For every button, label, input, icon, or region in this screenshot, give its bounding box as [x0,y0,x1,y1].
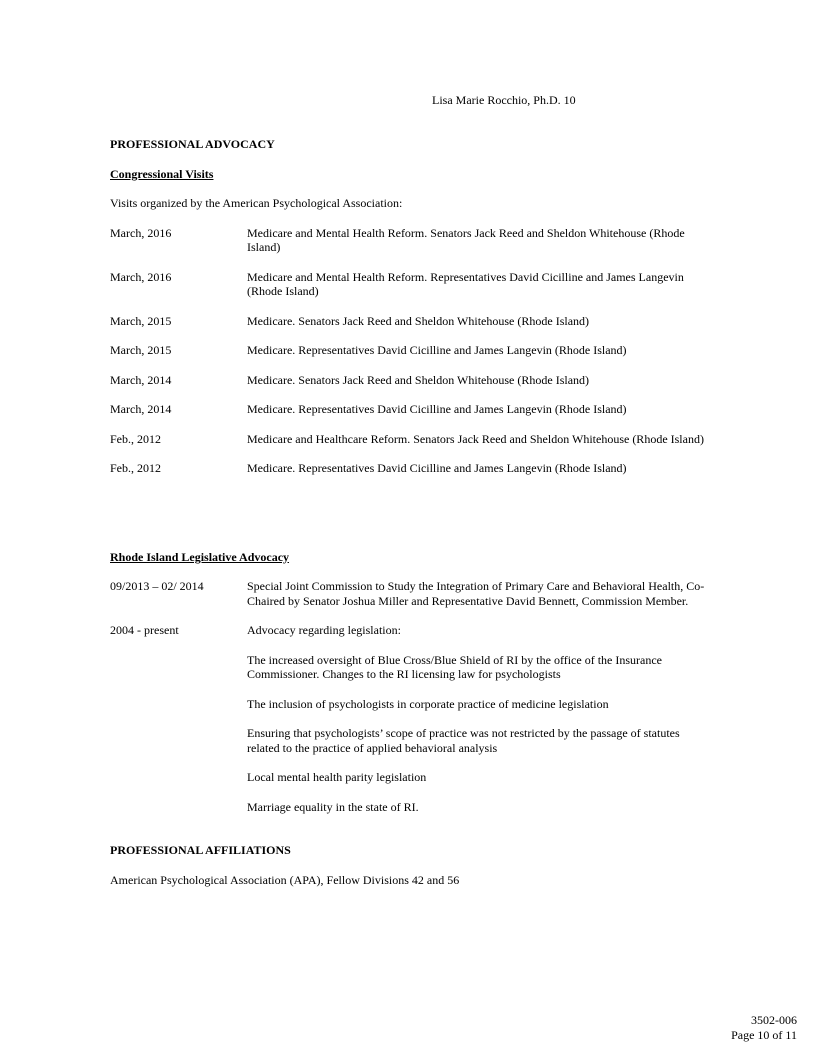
legislation-item-text: Ensuring that psychologists’ scope of practice was not restricted by the passage of statutes related to the practice of applied behavioral analysis [247,726,680,755]
visit-description: Medicare. Representatives David Cicilline and James Langevin (Rhode Island) [247,402,627,416]
page-footer [731,1013,797,1042]
visit-entry [110,270,710,299]
document-code: 3502-006 [751,1013,797,1027]
legislation-item [110,770,710,785]
legislative-entry [110,579,710,608]
visit-description: Medicare. Representatives David Cicilline and James Langevin (Rhode Island) [247,461,627,475]
legislative-description: Advocacy regarding legislation: [247,623,401,637]
section-title-professional-affiliations: PROFESSIONAL AFFILIATIONS [110,843,291,857]
visit-description: Medicare. Senators Jack Reed and Sheldon Whitehouse (Rhode Island) [247,372,590,387]
legislative-date: 09/2013 – 02/ 2014 [110,579,204,593]
visit-date: March, 2016 [110,269,172,284]
legislation-item [110,653,710,682]
visit-date: March, 2016 [110,225,172,240]
visit-date: March, 2015 [110,313,172,328]
visit-entry [110,432,710,447]
visit-entry [110,461,710,476]
page-number: Page 10 of 11 [731,1027,797,1042]
section-title-professional-advocacy: PROFESSIONAL ADVOCACY [110,137,275,151]
legislative-date: 2004 - present [110,623,179,637]
visit-entry [110,314,710,329]
legislation-item-text: Marriage equality in the state of RI. [247,799,419,814]
visit-description: Medicare. Representatives David Cicilline and James Langevin (Rhode Island) [247,343,627,357]
legislation-item-text: Local mental health parity legislation [247,770,427,784]
document-body [110,137,710,887]
legislation-item [110,697,710,712]
visit-date: March, 2015 [110,343,172,357]
visit-date: March, 2014 [110,372,172,387]
visit-description: Medicare and Healthcare Reform. Senators Jack Reed and Sheldon Whitehouse (Rhode Island) [247,431,704,446]
legislation-item [110,726,710,755]
visit-entry [110,402,710,417]
visit-date: March, 2014 [110,402,172,416]
visit-description: Medicare and Mental Health Reform. Senators Jack Reed and Sheldon Whitehouse (Rhode Island) [247,225,685,254]
legislation-item [110,800,710,815]
visit-entry [110,343,710,358]
legislative-entry [110,623,710,638]
subsection-title-congressional-visits: Congressional Visits [110,166,214,181]
visit-entry [110,373,710,388]
running-head: Lisa Marie Rocchio, Ph.D. 10 [432,93,576,107]
visit-date: Feb., 2012 [110,431,161,446]
visit-description: Medicare and Mental Health Reform. Representatives David Cicilline and James Langevin (Rhode Island) [247,269,684,298]
subsection-title-ri-legislative-advocacy: Rhode Island Legislative Advocacy [110,549,290,564]
affiliation-entry: American Psychological Association (APA), Fellow Divisions 42 and 56 [110,872,460,887]
legislation-item-text: The increased oversight of Blue Cross/Blue Shield of RI by the office of the Insurance Commissioner. Changes to the RI licensing law for psychologists [247,652,663,681]
congressional-visits-intro: Visits organized by the American Psychological Association: [110,196,403,210]
legislative-description: Special Joint Commission to Study the Integration of Primary Care and Behavioral Health, Co-Chaired by Senator Joshua Miller and Representative David Bennett, Commission Member. [247,579,705,608]
visit-description: Medicare. Senators Jack Reed and Sheldon Whitehouse (Rhode Island) [247,313,590,328]
legislation-item-text: The inclusion of psychologists in corporate practice of medicine legislation [247,696,609,711]
visit-entry [110,226,710,255]
visit-date: Feb., 2012 [110,461,161,475]
